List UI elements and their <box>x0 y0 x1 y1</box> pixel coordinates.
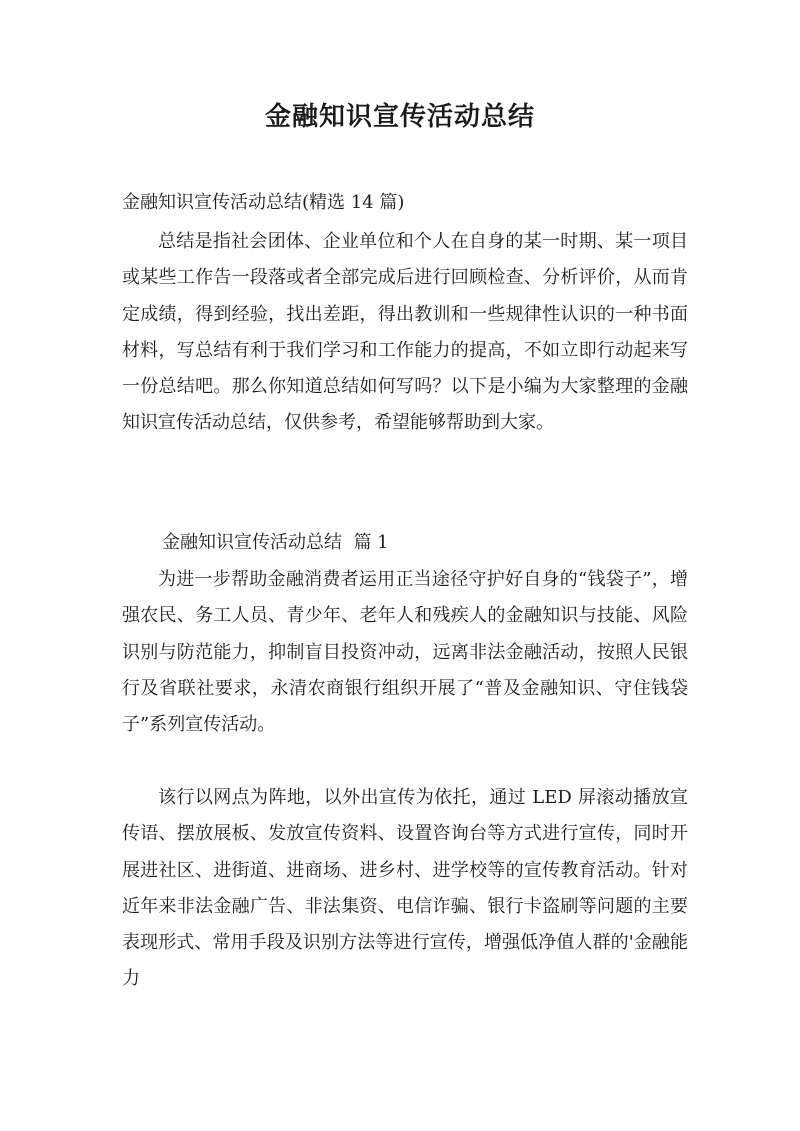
document-subtitle: 金融知识宣传活动总结(精选 14 篇) <box>122 192 405 213</box>
page-title: 金融知识宣传活动总结 <box>264 102 535 132</box>
intro-paragraph: 总结是指社会团体、企业单位和个人在自身的某一时期、某一项目或某些工作告一段落或者全部完成后进行回顾检查、分析评价，从而肯定成绩，得到经验，找出差距，得出教训和一些规律性认识的一种书面材料，写总结有利于我们学习和工作能力的提高，不如立即行动起来写一份总结吧。那么你知道总结如何写吗？以下是小编为大家整理的金融知识宣传活动总结，仅供参考，希望能够帮助到大家。 <box>122 231 688 434</box>
body-paragraph: 该行以网点为阵地，以外出宣传为依托，通过 LED 屏滚动播放宣传语、摆放展板、发放宣传资料、设置咨询台等方式进行宣传，同时开展进社区、进街道、进商场、进乡村、进学校等的宣传教育活动。针对近年来非法金融广告、非法集资、电信诈骗、银行卡盗刷等问题的主要表现形式、常用手段及识别方法等进行宣传，增强低净值人群的'金融能力 <box>122 787 688 990</box>
section-heading: 金融知识宣传活动总结 篇 1 <box>162 532 389 553</box>
body-paragraph: 为进一步帮助金融消费者运用正当途径守护好自身的“钱袋子”，增强农民、务工人员、青少年、老年人和残疾人的金融知识与技能、风险识别与防范能力，抑制盲目投资冲动，远离非法金融活动，按照人民银行及省联社要求，永清农商银行组织开展了“普及金融知识、守住钱袋子”系列宣传活动。 <box>122 569 688 736</box>
